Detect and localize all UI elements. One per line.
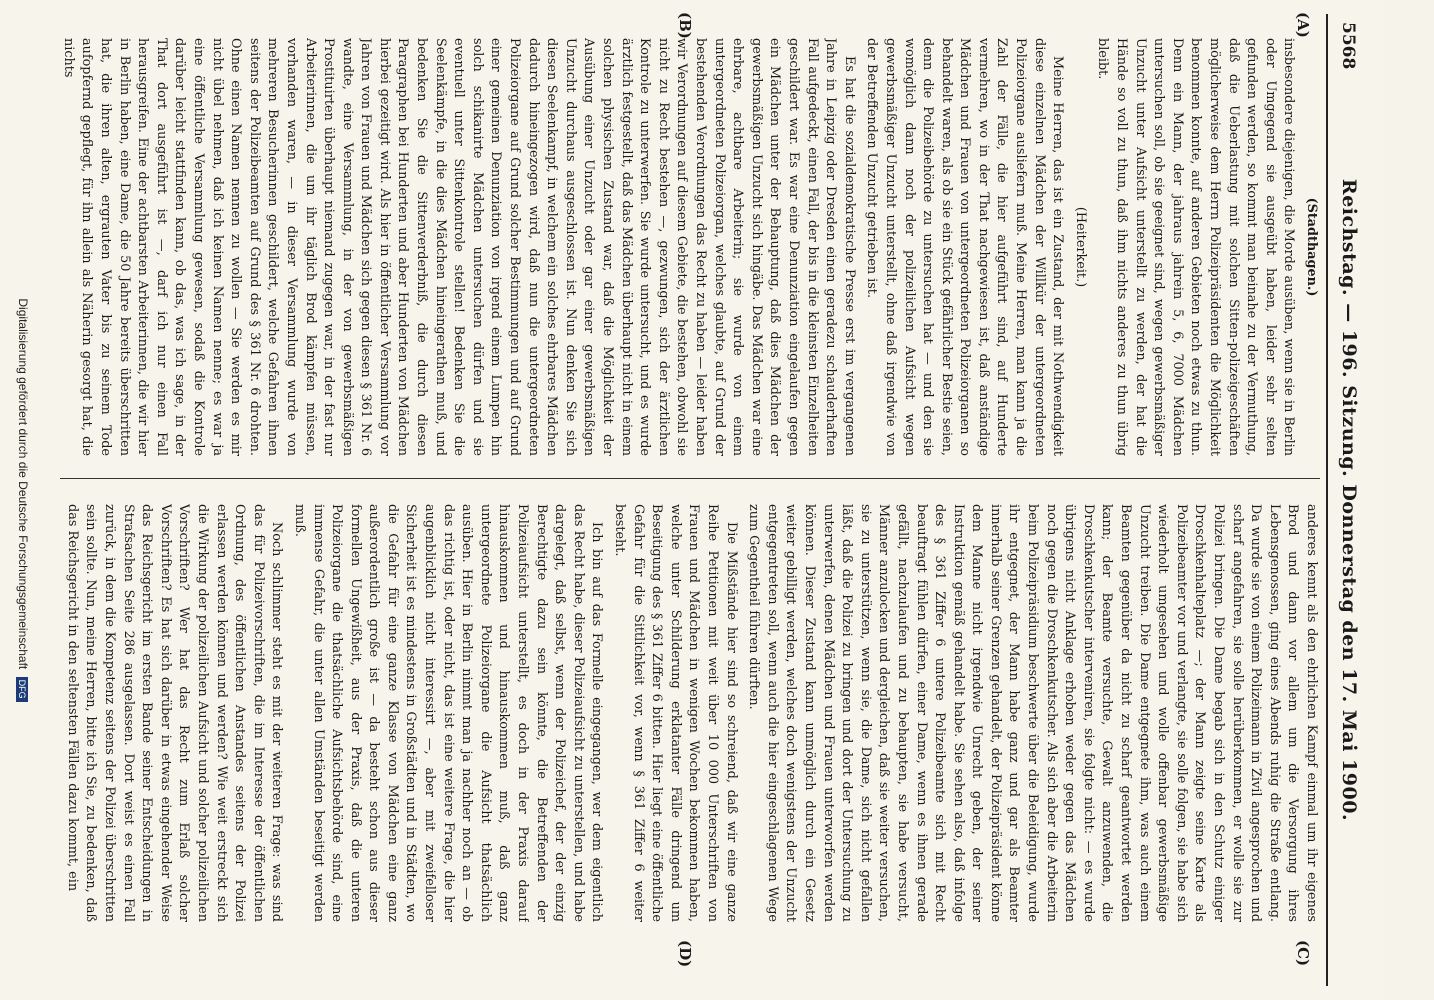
page-footer (10, 0, 30, 1000)
column-divider (60, 478, 1320, 479)
paragraph: insbesondere diejenigen, die Morde ausüben, wenn sie in Berlin oder Umgegend sie ausgeübt haben, leider sehr selten gefunden werden, so kommt man beinahe zu der Vermuthung, daß die Ueberlastung mit solchen Sitten-polizeigeschäften möglicherweise dem Herrn Polizeipräsidenten die Möglichkeit benommen konnte, auf anderen Gebieten noch etwas zu thun. Denn ein Mann, der jahraus jahrein 5, 6, 7000 Mädchen untersuchen soll, ob sie geeignet sind, wegen gewerbsmäßiger Unzucht unter Aufsicht unterstellt zu werden, der hat die Hände so voll zu thun, daß ihm nichts anderes zu thun übrig bleibt. (1095, 38, 1297, 456)
paragraph: Ich bin auf das Formelle eingegangen, wer dem eigentlich das Recht habe, dieser Polizeiaufsicht zu unterstellen, und habe dargelegt, daß selbst, wenn der Polizeichef, der der einzig Berechtigte dazu sein könnte, die Betreffenden der Polizeiaufsicht unterstellt, es doch in der Praxis darauf hinauskommen und hinauskommen muß, daß ganz untergeordnete Polizeiorgane die Aufsicht thatsächlich ausüben. Hier in Berlin nimmt man ja nachher noch an — ob das richtig ist, oder nicht, das ist eine weitere Frage, die hier augenblicklich nicht interessirt —, aber mit zweifelloser Sicherheit ist es mindestens in Großstädten und in Städten, wo die Gefahr für eine ganze Klasse von Mädchen eine ganz außerordentlich große ist — da besteht schon aus dieser formellen Ungewißheit, aus der Praxis, daß die unteren Polizeiorgane die thatsächliche Aufsichtsbehörde sind, eine immense Gefahr, die unter allen Umständen beseitigt werden muß. (291, 504, 605, 922)
paragraph: (Heiterkeit.) (1072, 206, 1088, 288)
paragraph: anderes kennt als den ehrlichen Kampf einmal um ihr eigenes Brod und dann vor allem um die Versorgung ihres Lebensgenossen, ging eines Abends ruhig die Straße entlang. Da wurde sie von einem Polizeimann in Zivil angesprochen und scharf angefahren, sie solle herüberkommen, er wolle sie zur Polizei bringen. Die Dame begab sich in den Schutz einiger Droschkenhalteplatz —; der Mann zeigte seine Karte als Polizeibeamter vor und verlangte, sie solle folgen, sie habe sich wiederholt umgesehen und wolle offenbar gewerbsmäßige Unzucht treiben. Die Dame entgegnete ihm, was auch einem Beamten gegenüber da nicht zu scharf geantwortet werden kann; der Beamte versuchte, Gewalt anzuwenden, die Droschkenkutscher interveniren, sie folgte nicht: — es wurde übrigens nicht Anklage erhoben weder gegen das Mädchen noch gegen die Droschkenkutscher. Als sich aber die Arbeiterin beim Polizeipräsidium beschwerte über die Beleidigung, wurde ihr entgegnet, der Mann habe ganz und gar als Beamter innerhalb seiner Grenzen gehandelt, der Polizeipräsident könne dem Manne nicht irgendwie Unrecht geben, der seiner Instruktion gemäß gehandelt habe. Sie sehen also, daß infolge des § 361 Ziffer 6 untere Polizeibeamte sich mit Recht beauftragt fühlen dürfen, einer Dame, wenn es ihnen gerade gefällt, nachzulaufen und zu behaupten, sie habe versucht, Männer anzulocken und dergleichen, daß sie weiter versuchen, sie zu unterstützen, wenn sie, die Dame, sich nicht gefallen läßt, daß die Polizei zu bringen und dort der Untersuchung zu unterwerfen, denen Mädchen und Frauen unterworfen werden können. Dieser Zustand kann unmöglich durch ein Gesetz weiter gebilligt werden, welches doch wenigstens der Unzucht entgegentreten soll, wenn auch die hier eingeschlagenen Wege zum Gegentheil führen dürften. (746, 504, 1319, 922)
paragraph: Meine Herren, das ist ein Zustand, der mit Nothwendigkeit diese einzelnen Mädchen der Willkür der untergeordneten Polizeiorgane ausliefern muß. Meine Herren, man kann ja die Zahl der Fälle, die hier aufgeführt sind, auf Hunderte vermehren, wo in der That nachgewiesen ist, daß anständige Mädchen und Frauen von untergeordneten Polizeiorganen so behandelt waren, als ob sie ein Stück gefährlicher Bestie seien, denn die Polizeibehörde zu untersuchen hat — und den sie womöglich dann noch der polizeilichen Aufsicht wegen gewerbsmäßiger Unzucht unterstellt, ohne daß irgendwie von der Betreffenden Unzucht getrieben ist. (864, 38, 1066, 456)
margin-marker-b: (B) (676, 12, 694, 39)
speaker-label: (Stadthagen.) (1304, 197, 1319, 297)
paragraph: Es hat die sozialdemokratische Presse erst im vergangenen Jahre in Leipzig oder Dresden einen geradezu schauderhaften Fall aufgedeckt, einen Fall, der bis in die kleinsten Einzelheiten geschildert war. Es war eine Denunziation eingelaufen gegen ein Mädchen unter der Behauptung, daß dies Mädchen der gewerbsmäßigen Unzucht sich hingäbe. Das Mädchen war eine ehrbare, achtbare Arbeiterin; sie wurde von einem untergeordneten Polizeiorgan, welches glaubte, auf Grund der bestehenden Verordnungen das Recht zu haben — leider haben wir Verordnungen auf diesem Gebiete, die bestehen, obwohl sie nicht zu Recht bestehen —, gezwungen, sich der ärztlichen Kontrole zu unterwerfen. Sie wurde untersucht, und es wurde ärztlich festgestellt, daß das Mädchen überhaupt nicht in einem solchen physischen Zustand war, daß die Möglichkeit der Ausübung einer Unzucht oder gar einer gewerbsmäßigen Unzucht durchaus ausgeschlossen ist. Nun denken Sie sich diesen Seelenkampf, in welchem ein solches ehrbares Mädchen dadurch hineingezogen wird, daß nun die untergeordneten Polizeiorgane auf Grund solcher Bestimmungen und auf Grund einer gemeinen Denunziation von irgend einem Lumpen hin solch schikanirte Mädchen untersuchen dürfen und sie eventuell unter Sittenkontrole stellen! Bedenken Sie die Seelenkämpfe, in die dies Mädchen hineingerathen muß, und bedenken Sie die Sittenverderbniß, die durch diesen Paragraphen bei Hunderten und aber Hunderten von Mädchen hierbei gezeitigt wird. Als hier in öffentlicher Versammlung vor Jahren von Frauen und Mädchen sich gegen diesen § 361 Nr. 6 wandte, eine Versammlung, in der von gewerbsmäßigen Prostituirten überhaupt niemand zugegen war, in der fast nur Arbeiterinnen, die um ihr täglich Brod kämpfen müssen, vorhanden waren, — in dieser Versammlung wurde von mehreren Besucherinnen geschildert, welche Gefahren ihnen seitens der Polizeibeamten auf Grund des § 361 Nr. 6 drohten. Ohne einen Namen nennen zu wollen — Sie werden es mir nicht übel nehmen, daß ich keinen Namen nenne; es war ja eine öffentliche Versammlung gewesen, sodaß die Kontrole darüber leicht stattfinden kann, ob das, was ich sage, in der That dort ausgeführt ist —, darf ich nur einen Fall herausgreifen. Eine der achtbarsten Arbeiterinnen, die wir hier in Berlin haben, eine Dame, die 50 Jahre bereits überschritten hat, die ihren alten, ergrauten Vater bis zu seinem Tode aufopfernd gepflegt, für ihn allein als Näherin gesorgt hat, die nichts (60, 38, 857, 456)
page-title: Reichstag. — 196. Sitzung. Donnerstag den 17. Mai 1900. (1338, 178, 1360, 822)
dfg-logo: DFG (16, 677, 28, 702)
margin-marker-a: (A) (1294, 12, 1312, 38)
page-number: 5568 (1338, 22, 1358, 70)
paragraph: Die Mißstände hier sind so schreiend, daß wir eine ganze Reihe Petitionen mit weit über 10 000 Unterschriften von Frauen und Mädchen in wenigen Wochen bekommen haben, welche unter Schilderung erklatanter Fälle dringend um Beseitigung des § 361 Ziffer 6 bitten. Hier liegt eine öffentliche Gefahr für die Sittlichkeit vor, wenn § 361 Ziffer 6 weiter besteht. (612, 504, 739, 922)
margin-marker-d: (D) (676, 940, 694, 968)
right-column (60, 504, 1320, 922)
footer-credit: Digitalisierung gefördert durch die Deutsche Forschungsgemeinschaft (16, 298, 30, 670)
left-column (60, 38, 1320, 456)
margin-marker-c: (C) (1294, 940, 1312, 967)
page-header (1326, 14, 1362, 986)
paragraph: Noch schlimmer steht es mit der weiteren Frage: was sind das für Polizeivorschriften, die im Interesse der öffentlichen Ordnung, des öffentlichen Anstandes seitens der Polizei erlassen werden können und werden? Wie weit erstreckt sich die Wirkung der polizeilichen Aufsicht und solcher polizeilichen Vorschriften? Wer hat das Recht zum Erlaß solcher Vorschriften? Es hat sich darüber in etwas eingehender Weise das Reichsgericht im ersten Bande seiner Entscheidungen in Strafsachen Seite 286 ausgelassen. Dort weist es einen Fall zurück, in dem die Kompetenz seitens der Polizei überschritten sein sollte. Nun, meine Herren, bitte ich Sie, zu bedenken, daß das Reichsgericht in den seltensten Fällen dazu kommt, ein (64, 504, 285, 922)
